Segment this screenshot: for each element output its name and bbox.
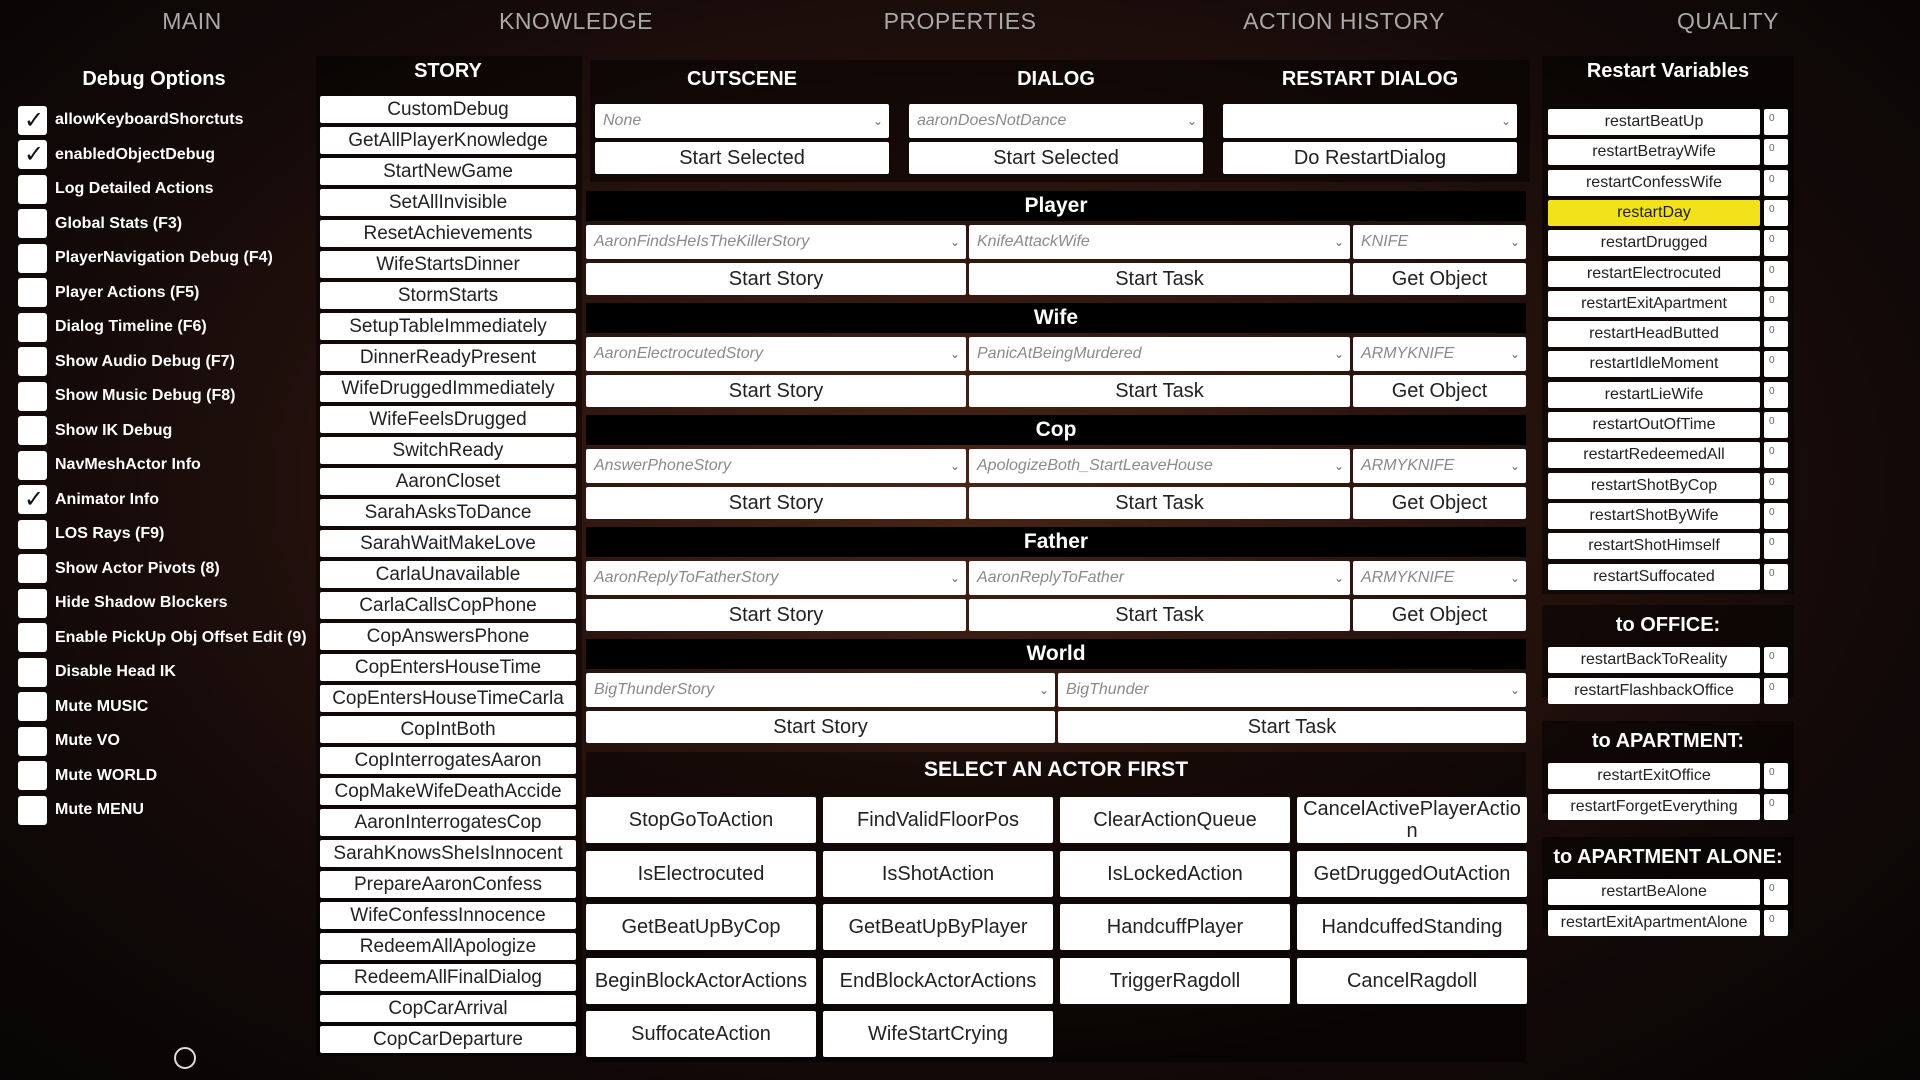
actor-object-select[interactable]: [1353, 561, 1526, 595]
chevron-down-icon: ⌄: [1509, 235, 1520, 249]
chevron-down-icon: ⌄: [1333, 459, 1344, 473]
actor-task-select-value: PanicAtBeingMurdered: [977, 345, 1142, 362]
restart-group-title: to APARTMENT:: [1591, 730, 1745, 752]
debug-option-label: Show IK Debug: [55, 421, 173, 439]
debug-option-label: Mute WORLD: [55, 766, 158, 784]
story-button[interactable]: AaronCloset: [320, 468, 576, 495]
debug-option[interactable]: [18, 347, 235, 377]
chevron-down-icon: ⌄: [1186, 114, 1197, 128]
actor-task-select-value: AaronReplyToFather: [977, 569, 1125, 586]
restart-dialog-select[interactable]: [1223, 104, 1517, 138]
world-story-select-value: BigThunderStory: [594, 681, 715, 698]
restart-var-count[interactable]: 0: [1764, 200, 1788, 226]
restart-var-count[interactable]: 0: [1764, 879, 1788, 905]
get-object-button[interactable]: Get Object: [1353, 375, 1526, 407]
checkbox[interactable]: [18, 589, 47, 618]
debug-option[interactable]: [18, 761, 157, 791]
chevron-down-icon: ⌄: [949, 459, 960, 473]
restart-var-button[interactable]: restartHeadButted: [1548, 321, 1760, 347]
restart-var-count[interactable]: 0: [1764, 230, 1788, 256]
chevron-down-icon: ⌄: [1509, 683, 1520, 697]
tab-properties[interactable]: PROPERTIES: [883, 8, 1037, 34]
cutscene-select[interactable]: [595, 104, 889, 138]
action-button[interactable]: GetBeatUpByCop: [586, 904, 816, 950]
story-title: STORY: [414, 60, 482, 82]
start-story-button[interactable]: Start Story: [586, 263, 966, 295]
debug-option[interactable]: [18, 243, 273, 273]
actor-title: Player: [1024, 194, 1088, 217]
chevron-down-icon: ⌄: [1038, 683, 1049, 697]
action-button[interactable]: StopGoToAction: [586, 797, 816, 843]
actor-story-select-value: AaronFindsHeIsTheKillerStory: [594, 233, 810, 250]
world-task-select[interactable]: [1058, 673, 1526, 707]
story-button[interactable]: CopIntBoth: [320, 716, 576, 743]
chevron-down-icon: ⌄: [1509, 571, 1520, 585]
story-button[interactable]: WifeConfessInnocence: [320, 902, 576, 929]
debug-option[interactable]: [18, 623, 307, 653]
actor-object-select[interactable]: [1353, 225, 1526, 259]
world-story-select[interactable]: [586, 673, 1055, 707]
checkbox[interactable]: [18, 140, 47, 169]
debug-option-label: PlayerNavigation Debug (F4): [55, 249, 273, 266]
restart-var-count[interactable]: 0: [1764, 412, 1788, 438]
story-button[interactable]: RedeemAllApologize: [320, 933, 576, 960]
story-button[interactable]: ResetAchievements: [320, 220, 576, 247]
restart-var-count[interactable]: 0: [1764, 170, 1788, 196]
restart-var-button[interactable]: restartForgetEverything: [1548, 794, 1760, 820]
restart-var-count[interactable]: 0: [1764, 473, 1788, 499]
debug-option[interactable]: [18, 416, 172, 446]
actor-story-select-value: AnswerPhoneStory: [594, 457, 731, 474]
debug-option[interactable]: [18, 140, 215, 170]
check-icon: ✓: [24, 105, 45, 134]
actor-title: Cop: [1035, 418, 1077, 441]
story-button[interactable]: AaronInterrogatesCop: [320, 809, 576, 836]
tab-action-history[interactable]: ACTION HISTORY: [1243, 8, 1445, 34]
action-button[interactable]: CancelRagdoll: [1297, 958, 1527, 1004]
debug-option[interactable]: [18, 174, 214, 204]
story-button[interactable]: CopAnswersPhone: [320, 623, 576, 650]
restart-var-count[interactable]: 0: [1764, 503, 1788, 529]
actor-title: Wife: [1033, 306, 1079, 329]
story-button[interactable]: RedeemAllFinalDialog: [320, 964, 576, 991]
chevron-down-icon: ⌄: [949, 571, 960, 585]
check-icon: ✓: [24, 140, 45, 168]
actor-story-select[interactable]: [586, 561, 966, 595]
debug-option-label: Disable Head IK: [55, 663, 176, 680]
actor-task-select[interactable]: [969, 225, 1350, 259]
actor-object-select-value: ARMYKNIFE: [1361, 569, 1455, 586]
restart-var-button[interactable]: restartRedeemedAll: [1548, 442, 1760, 468]
restart-var-count[interactable]: 0: [1764, 139, 1788, 165]
dialog-select[interactable]: [909, 104, 1203, 138]
start-task-button[interactable]: Start Task: [969, 263, 1350, 295]
debug-option-label: LOS Rays (F9): [55, 525, 165, 542]
restart-var-count[interactable]: 0: [1764, 647, 1788, 673]
actor-story-select[interactable]: [586, 337, 966, 371]
world-title: World: [1026, 642, 1086, 665]
action-button[interactable]: CancelActivePlayerActio n: [1297, 797, 1527, 843]
get-object-button[interactable]: Get Object: [1353, 263, 1526, 295]
actor-title: Father: [1023, 530, 1089, 553]
restart-var-button[interactable]: restartShotByWife: [1548, 503, 1760, 529]
tab-main[interactable]: MAIN: [162, 8, 222, 34]
chevron-down-icon: ⌄: [1333, 235, 1344, 249]
actor-story-select[interactable]: [586, 449, 966, 483]
restart-var-count[interactable]: 0: [1764, 109, 1788, 135]
restart-var-button[interactable]: restartSuffocated: [1548, 564, 1760, 590]
action-button[interactable]: GetBeatUpByPlayer: [823, 904, 1053, 950]
debug-option-label: allowKeyboardShorctuts: [55, 111, 244, 128]
story-button[interactable]: PrepareAaronConfess: [320, 871, 576, 898]
story-button[interactable]: WifeFeelsDrugged: [320, 406, 576, 433]
chevron-down-icon: ⌄: [949, 347, 960, 361]
checkbox[interactable]: [18, 278, 47, 307]
story-button[interactable]: DinnerReadyPresent: [320, 344, 576, 371]
debug-option-label: Hide Shadow Blockers: [55, 594, 228, 611]
story-button[interactable]: CopInterrogatesAaron: [320, 747, 576, 774]
debug-option[interactable]: [18, 519, 164, 549]
restart-var-count[interactable]: 0: [1764, 678, 1788, 704]
debug-option-label: Dialog Timeline (F6): [55, 318, 207, 335]
get-object-button[interactable]: Get Object: [1353, 487, 1526, 519]
restart-var-button[interactable]: restartExitOffice: [1548, 763, 1760, 789]
action-button[interactable]: WifeStartCrying: [823, 1011, 1053, 1057]
chevron-down-icon: ⌄: [1500, 114, 1511, 128]
restart-var-button[interactable]: restartDay: [1548, 200, 1760, 226]
story-button[interactable]: SwitchReady: [320, 437, 576, 464]
debug-option-label: Mute MUSIC: [55, 697, 149, 715]
debug-option[interactable]: [18, 795, 144, 825]
actor-task-select-value: KnifeAttackWife: [977, 233, 1090, 250]
restart-var-count[interactable]: 0: [1764, 351, 1788, 377]
story-button[interactable]: SetAllInvisible: [320, 189, 576, 216]
checkbox[interactable]: [18, 175, 47, 204]
chevron-down-icon: ⌄: [1509, 459, 1520, 473]
debug-option-label: NavMeshActor Info: [55, 456, 201, 473]
restart-var-button[interactable]: restartBeatUp: [1548, 109, 1760, 135]
story-button[interactable]: CopCarArrival: [320, 995, 576, 1022]
action-button[interactable]: IsShotAction: [823, 851, 1053, 897]
story-button[interactable]: CustomDebug: [320, 96, 576, 123]
debug-option-label: Show Audio Debug (F7): [55, 352, 235, 370]
start-story-button[interactable]: Start Story: [586, 599, 966, 631]
checkbox[interactable]: [18, 313, 47, 342]
story-button[interactable]: CopCarDeparture: [320, 1026, 576, 1053]
chevron-down-icon: ⌄: [949, 235, 960, 249]
actor-object-select[interactable]: [1353, 449, 1526, 483]
actor-object-select-value: ARMYKNIFE: [1361, 457, 1455, 474]
restart-var-button[interactable]: restartBackToReality: [1548, 647, 1760, 673]
cutscene-select-value: None: [603, 112, 642, 129]
story-button[interactable]: CopMakeWifeDeathAccide: [320, 778, 576, 805]
tab-quality[interactable]: QUALITY: [1677, 8, 1779, 34]
story-button[interactable]: StormStarts: [320, 282, 576, 309]
story-button[interactable]: CarlaCallsCopPhone: [320, 592, 576, 619]
story-button[interactable]: SetupTableImmediately: [320, 313, 576, 340]
actor-task-select[interactable]: [969, 561, 1350, 595]
debug-option[interactable]: [18, 554, 220, 584]
story-button[interactable]: SarahWaitMakeLove: [320, 530, 576, 557]
debug-option[interactable]: [18, 450, 201, 480]
debug-option-label: Animator Info: [55, 490, 159, 508]
restart-var-count[interactable]: 0: [1764, 442, 1788, 468]
restart-dialog-title: RESTART DIALOG: [1281, 68, 1459, 90]
checkbox[interactable]: [18, 761, 47, 790]
actor-task-select[interactable]: [969, 449, 1350, 483]
actor-task-select[interactable]: [969, 337, 1350, 371]
world-start-task-button[interactable]: Start Task: [1058, 711, 1526, 743]
actor-task-select-value: ApologizeBoth_StartLeaveHouse: [977, 457, 1213, 474]
debug-option[interactable]: [18, 278, 199, 308]
restart-var-button[interactable]: restartBeAlone: [1548, 879, 1760, 905]
cutscene-title: CUTSCENE: [686, 68, 797, 90]
story-button[interactable]: WifeStartsDinner: [320, 251, 576, 278]
restart-group-title: to APARTMENT ALONE:: [1553, 846, 1783, 868]
actions-title: SELECT AN ACTOR FIRST: [923, 758, 1189, 781]
restart-var-button[interactable]: restartShotByCop: [1548, 473, 1760, 499]
checkbox[interactable]: [18, 727, 47, 756]
dialog-select-value: aaronDoesNotDance: [917, 112, 1067, 129]
restart-var-button[interactable]: restartIdleMoment: [1548, 351, 1760, 377]
tab-knowledge[interactable]: KNOWLEDGE: [498, 8, 654, 34]
checkbox[interactable]: [18, 520, 47, 549]
checkbox[interactable]: [18, 623, 47, 652]
restart-var-count[interactable]: 0: [1764, 910, 1788, 936]
checkbox[interactable]: [18, 416, 47, 445]
debug-option[interactable]: [18, 692, 148, 722]
story-button[interactable]: CarlaUnavailable: [320, 561, 576, 588]
story-button[interactable]: CopEntersHouseTime: [320, 654, 576, 681]
action-button[interactable]: ClearActionQueue: [1060, 797, 1290, 843]
restart-var-count[interactable]: 0: [1764, 794, 1788, 820]
restart-var-button[interactable]: restartExitApartmentAlone: [1548, 910, 1760, 936]
checkbox[interactable]: [18, 347, 47, 376]
start-task-button[interactable]: Start Task: [969, 599, 1350, 631]
restart-var-button[interactable]: restartDrugged: [1548, 230, 1760, 256]
story-button[interactable]: StartNewGame: [320, 158, 576, 185]
world-task-select-value: BigThunder: [1066, 681, 1149, 698]
story-button[interactable]: GetAllPlayerKnowledge: [320, 127, 576, 154]
action-button[interactable]: FindValidFloorPos: [823, 797, 1053, 843]
debug-option[interactable]: [18, 588, 228, 618]
restart-var-count[interactable]: 0: [1764, 533, 1788, 559]
actor-object-select[interactable]: [1353, 337, 1526, 371]
debug-option[interactable]: [18, 726, 120, 756]
actor-story-select[interactable]: [586, 225, 966, 259]
start-story-button[interactable]: Start Story: [586, 487, 966, 519]
debug-option-label: Mute MENU: [55, 801, 144, 818]
check-icon: ✓: [24, 485, 45, 513]
action-button[interactable]: SuffocateAction: [586, 1011, 816, 1057]
debug-option-label: Enable PickUp Obj Offset Edit (9): [55, 628, 307, 646]
world-start-story-button[interactable]: Start Story: [586, 711, 1055, 743]
cutscene-start-button[interactable]: Start Selected: [595, 142, 889, 174]
actor-story-select-value: AaronElectrocutedStory: [594, 345, 763, 362]
debug-option-label: Show Music Debug (F8): [55, 387, 236, 404]
restart-group-title: to OFFICE:: [1615, 614, 1721, 636]
action-button[interactable]: IsLockedAction: [1060, 851, 1290, 897]
restart-var-count[interactable]: 0: [1764, 763, 1788, 789]
checkbox[interactable]: [18, 796, 47, 825]
actor-story-select-value: AaronReplyToFatherStory: [594, 569, 779, 586]
story-button[interactable]: SarahAsksToDance: [320, 499, 576, 526]
action-button[interactable]: HandcuffedStanding: [1297, 904, 1527, 950]
checkbox[interactable]: [18, 658, 47, 687]
restart-var-button[interactable]: restartElectrocuted: [1548, 261, 1760, 287]
action-button[interactable]: HandcuffPlayer: [1060, 904, 1290, 950]
dialog-start-button[interactable]: Start Selected: [909, 142, 1203, 174]
restart-var-count[interactable]: 0: [1764, 321, 1788, 347]
debug-option[interactable]: [18, 657, 176, 687]
story-button[interactable]: WifeDruggedImmediately: [320, 375, 576, 402]
restart-var-count[interactable]: 0: [1764, 261, 1788, 287]
action-button[interactable]: BeginBlockActorActions: [586, 958, 816, 1004]
actor-object-select-value: ARMYKNIFE: [1361, 345, 1455, 362]
action-button[interactable]: IsElectrocuted: [586, 851, 816, 897]
debug-option-label: Player Actions (F5): [55, 283, 200, 301]
debug-option-label: Show Actor Pivots (8): [55, 559, 220, 577]
do-restart-dialog-button[interactable]: Do RestartDialog: [1223, 142, 1517, 174]
debug-option[interactable]: [18, 209, 182, 239]
checkbox[interactable]: [18, 209, 47, 238]
restart-vars-title: Restart Variables: [1586, 60, 1750, 82]
start-story-button[interactable]: Start Story: [586, 375, 966, 407]
restart-var-button[interactable]: restartBetrayWife: [1548, 139, 1760, 165]
restart-var-button[interactable]: restartLieWife: [1548, 382, 1760, 408]
start-task-button[interactable]: Start Task: [969, 375, 1350, 407]
restart-var-count[interactable]: 0: [1764, 564, 1788, 590]
chevron-down-icon: ⌄: [1509, 347, 1520, 361]
debug-option[interactable]: [18, 105, 243, 135]
actor-object-select-value: KNIFE: [1361, 233, 1409, 250]
debug-option-label: Mute VO: [55, 732, 120, 749]
checkbox[interactable]: [18, 485, 47, 514]
story-button[interactable]: SarahKnowsSheIsInnocent: [320, 840, 576, 867]
checkbox[interactable]: [18, 692, 47, 721]
chevron-down-icon: ⌄: [1333, 571, 1344, 585]
checkbox[interactable]: [18, 244, 47, 273]
checkbox[interactable]: [18, 554, 47, 583]
debug-option[interactable]: [18, 381, 235, 411]
debug-option-label: Global Stats (F3): [55, 214, 183, 232]
get-object-button[interactable]: Get Object: [1353, 599, 1526, 631]
debug-options-title: Debug Options: [82, 68, 226, 90]
debug-option-label: enabledObjectDebug: [55, 145, 216, 163]
chevron-down-icon: ⌄: [872, 114, 883, 128]
dialog-title: DIALOG: [1017, 68, 1095, 90]
checkbox[interactable]: [18, 106, 47, 135]
debug-option-label: Log Detailed Actions: [55, 180, 214, 197]
restart-var-button[interactable]: restartExitApartment: [1548, 291, 1760, 317]
action-button[interactable]: EndBlockActorActions: [823, 958, 1053, 1004]
restart-var-button[interactable]: restartShotHimself: [1548, 533, 1760, 559]
debug-option[interactable]: [18, 312, 207, 342]
checkbox[interactable]: [18, 382, 47, 411]
chevron-down-icon: ⌄: [1333, 347, 1344, 361]
restart-var-button[interactable]: restartFlashbackOffice: [1548, 678, 1760, 704]
circle-cursor-icon: [174, 1047, 196, 1069]
debug-option[interactable]: [18, 485, 159, 515]
restart-var-count[interactable]: 0: [1764, 291, 1788, 317]
restart-var-button[interactable]: restartOutOfTime: [1548, 412, 1760, 438]
action-button[interactable]: GetDruggedOutAction: [1297, 851, 1527, 897]
action-button[interactable]: TriggerRagdoll: [1060, 958, 1290, 1004]
restart-var-count[interactable]: 0: [1764, 382, 1788, 408]
restart-var-button[interactable]: restartConfessWife: [1548, 170, 1760, 196]
story-button[interactable]: CopEntersHouseTimeCarla: [320, 685, 576, 712]
start-task-button[interactable]: Start Task: [969, 487, 1350, 519]
checkbox[interactable]: [18, 451, 47, 480]
